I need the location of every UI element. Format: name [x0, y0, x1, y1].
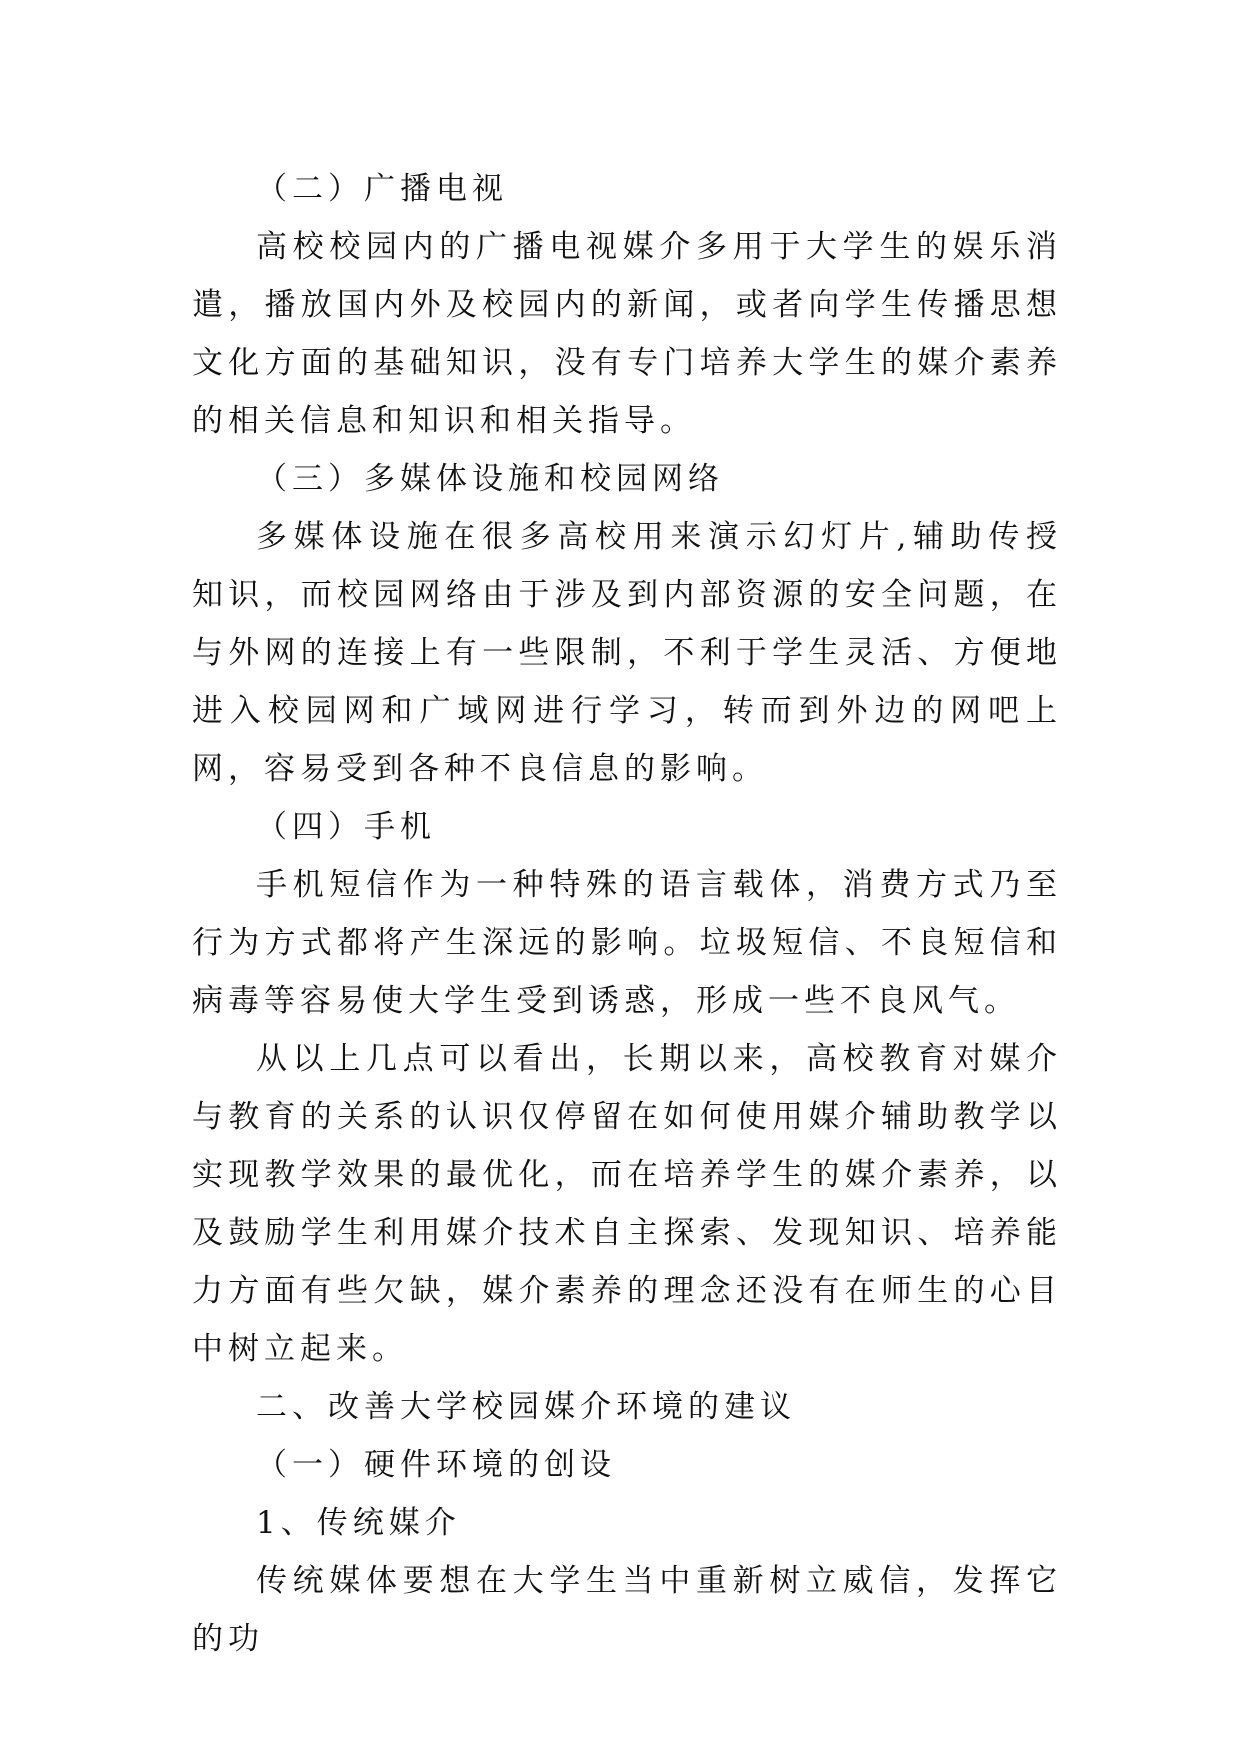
paragraph-broadcast-tv: 高校校园内的广播电视媒介多用于大学生的娱乐消遣，播放国内外及校园内的新闻，或者向学生传播思想文化方面的基础知识，没有专门培养大学生的媒介素养的相关信息和知识和相关指导。 — [192, 229, 1062, 439]
section-heading-broadcast-tv: （二）广播电视 — [256, 171, 508, 207]
document-body — [192, 160, 1062, 1668]
subsection-heading-traditional-media: 1、传统媒介 — [256, 1505, 461, 1541]
subsection-heading-hardware: （一）硬件环境的创设 — [256, 1447, 616, 1483]
paragraph-multimedia-network: 多媒体设施在很多高校用来演示幻灯片,辅助传授知识，而校园网络由于涉及到内部资源的安全问题，在与外网的连接上有一些限制，不利于学生灵活、方便地进入校园网和广域网进行学习，转而到外边的网吧上网，容易受到各种不良信息的影响。 — [192, 519, 1062, 787]
section-heading-suggestions: 二、改善大学校园媒介环境的建议 — [256, 1389, 796, 1425]
paragraph-traditional-media: 传统媒体要想在大学生当中重新树立威信，发挥它的功 — [192, 1563, 1062, 1657]
paragraph-mobile-phone: 手机短信作为一种特殊的语言载体，消费方式乃至行为方式都将产生深远的影响。垃圾短信、不良短信和病毒等容易使大学生受到诱惑，形成一些不良风气。 — [192, 867, 1062, 1019]
section-heading-mobile-phone: （四）手机 — [256, 809, 436, 845]
paragraph-summary: 从以上几点可以看出，长期以来，高校教育对媒介与教育的关系的认识仅停留在如何使用媒介辅助教学以实现教学效果的最优化，而在培养学生的媒介素养，以及鼓励学生利用媒介技术自主探索、发现知识、培养能力方面有些欠缺，媒介素养的理念还没有在师生的心目中树立起来。 — [192, 1041, 1062, 1367]
section-heading-multimedia-network: （三）多媒体设施和校园网络 — [256, 461, 724, 497]
